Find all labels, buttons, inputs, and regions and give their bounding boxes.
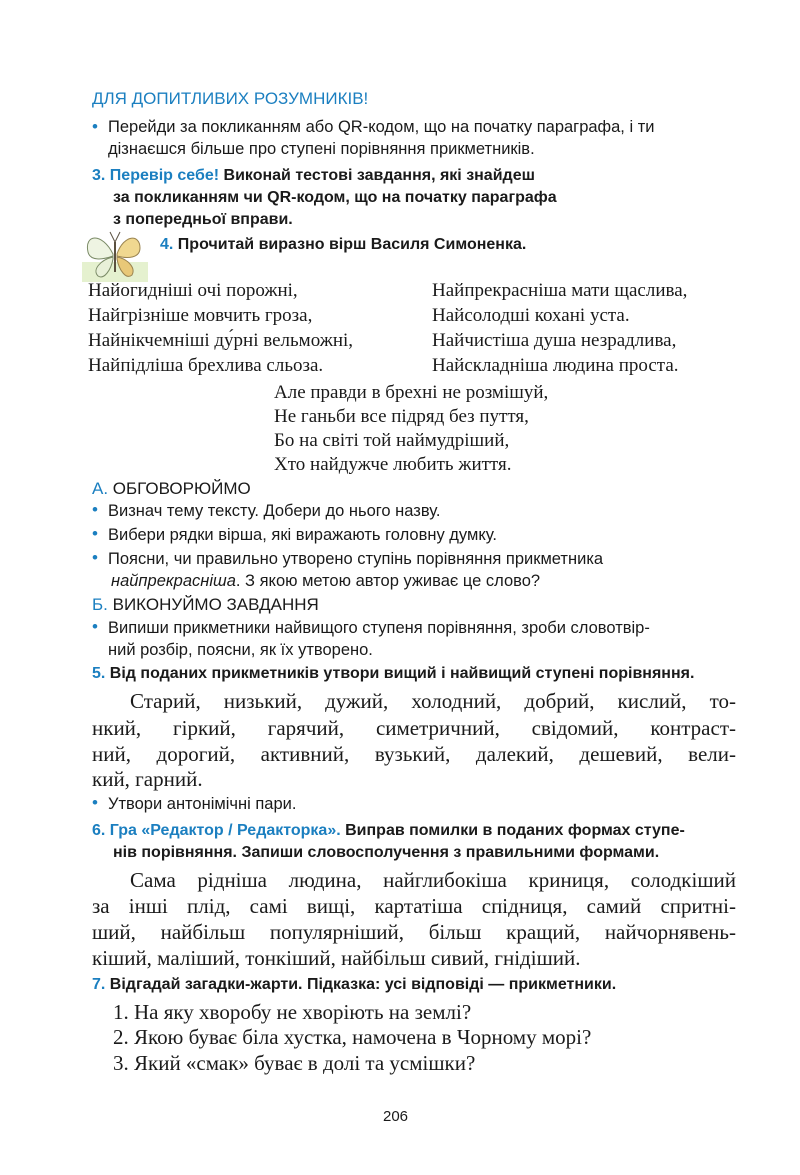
task3-line-1: Виконай тестові завдання, які знайдеш	[223, 167, 535, 184]
task5-heading	[92, 665, 694, 683]
riddle-1: 1. На яку хворобу не хворіють на землі?	[113, 1000, 472, 1024]
task5-line-3: ний, дорогий, активний, вузький, далекий, дешевий, вели-	[92, 742, 736, 766]
bullet-icon: •	[92, 793, 98, 812]
section-b-bullet-line-1: Випиши прикметники найвищого ступеня порівняння, зроби словотвір-	[108, 619, 650, 637]
poem-right-2: Найсолодші кохані уста.	[432, 305, 630, 326]
section-a-letter: А.	[92, 479, 109, 498]
task6-game: Гра «Редактор / Редакторка».	[109, 822, 341, 839]
task6-text-line-4: кіший, маліший, тонкіший, найбільш сивий, гнідіший.	[92, 946, 581, 970]
task5-line-4: кий, гарний.	[92, 767, 203, 791]
section-b-heading	[92, 595, 319, 615]
task5-number: 5.	[92, 665, 106, 682]
poem-center-2: Не ганьби все підряд без пуття,	[274, 406, 529, 427]
section-a-bullet-2: Вибери рядки вірша, які виражають головну думку.	[108, 526, 497, 544]
task4-number: 4.	[160, 236, 174, 253]
page-number: 206	[383, 1108, 409, 1125]
section-b-title: ВИКОНУЙМО ЗАВДАННЯ	[112, 595, 319, 614]
task7-text: Відгадай загадки-жарти. Підказка: усі відповіді — прикметники.	[109, 976, 617, 993]
curious-text-line-1: Перейди за покликанням або QR-кодом, що на початку параграфа, і ти	[108, 118, 655, 136]
section-b-bullet-line-2: ний розбір, поясни, як їх утворено.	[108, 641, 373, 659]
task6-line-1: Виправ помилки в поданих формах ступе-	[345, 822, 685, 839]
task7-heading	[92, 976, 616, 994]
task3-number: 3.	[92, 167, 106, 184]
task5-line-2: нкий, гіркий, гарячий, симетричний, свідомий, контраст-	[92, 716, 736, 740]
poem-center-4: Хто найдужче любить життя.	[274, 454, 512, 475]
poem-left-1: Найогидніші очі порожні,	[88, 280, 298, 301]
task3-line-3: з попередньої вправи.	[113, 211, 293, 228]
bullet-icon: •	[92, 524, 98, 543]
task4-text: Прочитай виразно вірш Василя Симоненка.	[177, 236, 527, 253]
task6-text-line-1: Сама рідніша людина, найглибокіша криниця, солодкіший	[130, 868, 736, 892]
bullet-icon: •	[92, 500, 98, 519]
curious-heading: ДЛЯ ДОПИТЛИВИХ РОЗУМНИКІВ!	[92, 89, 369, 108]
italic-word: найпрекрасніша	[111, 572, 236, 590]
section-a-bullet-1: Визнач тему тексту. Добери до нього назву.	[108, 502, 441, 520]
butterfly-icon	[82, 228, 148, 282]
section-b-letter: Б.	[92, 595, 108, 614]
bullet-icon: •	[92, 117, 98, 136]
poem-left-2: Найгрізніше мовчить гроза,	[88, 305, 313, 326]
task7-number: 7.	[92, 976, 106, 993]
task6-number: 6.	[92, 822, 106, 839]
poem-left-4: Найпідліша брехлива сльоза.	[88, 355, 324, 376]
task5-bullet: Утвори антонімічні пари.	[108, 795, 297, 813]
poem-left-3: Найнікчемніші ду́рні вельможні,	[88, 330, 354, 351]
poem-center-1: Але правди в брехні не розмішуй,	[274, 382, 549, 403]
poem-right-3: Найчистіша душа незрадлива,	[432, 330, 677, 351]
task3-line-2: за покликанням чи QR-кодом, що на початку параграфа	[113, 189, 557, 206]
bullet-icon: •	[92, 548, 98, 567]
curious-text-line-2: дізнаєшся більше про ступені порівняння прикметників.	[108, 140, 535, 158]
task6-text-line-2: за інші плід, самі вищі, картатіша спідниця, самий спритні-	[92, 894, 736, 918]
task6-text-line-3: ший, найбільш популярніший, більш кращий, найчорнявень-	[92, 920, 736, 944]
poem-right-1: Найпрекрасніша мати щаслива,	[432, 280, 688, 301]
section-a-bullet-3-line-1: Поясни, чи правильно утворено ступінь порівняння прикметника	[108, 550, 604, 568]
section-a-bullet-3-rest: . З якою метою автор уживає це слово?	[235, 572, 541, 590]
task5-line-1: Старий, низький, дужий, холодний, добрий, кислий, то-	[130, 689, 736, 713]
section-a-bullet-3-line-2	[111, 572, 540, 591]
task6-line-2: нів порівняння. Запиши словосполучення з правильними формами.	[113, 844, 660, 861]
task3-label: Перевір себе!	[109, 167, 220, 184]
task5-text: Від поданих прикметників утвори вищий і найвищий ступені порівняння.	[109, 665, 695, 682]
section-a-title: ОБГОВОРЮЙМО	[112, 479, 251, 498]
poem-right-4: Найскладніша людина проста.	[432, 355, 679, 376]
riddle-2: 2. Якою буває біла хустка, намочена в Чорному морі?	[113, 1025, 592, 1049]
riddle-3: 3. Який «смак» буває в долі та усмішки?	[113, 1051, 476, 1075]
task3-heading	[92, 167, 535, 185]
section-a-heading	[92, 479, 251, 499]
poem-center-3: Бо на світі той наймудріший,	[274, 430, 510, 451]
bullet-icon: •	[92, 617, 98, 636]
task4-heading	[160, 236, 526, 254]
task6-heading	[92, 822, 685, 840]
